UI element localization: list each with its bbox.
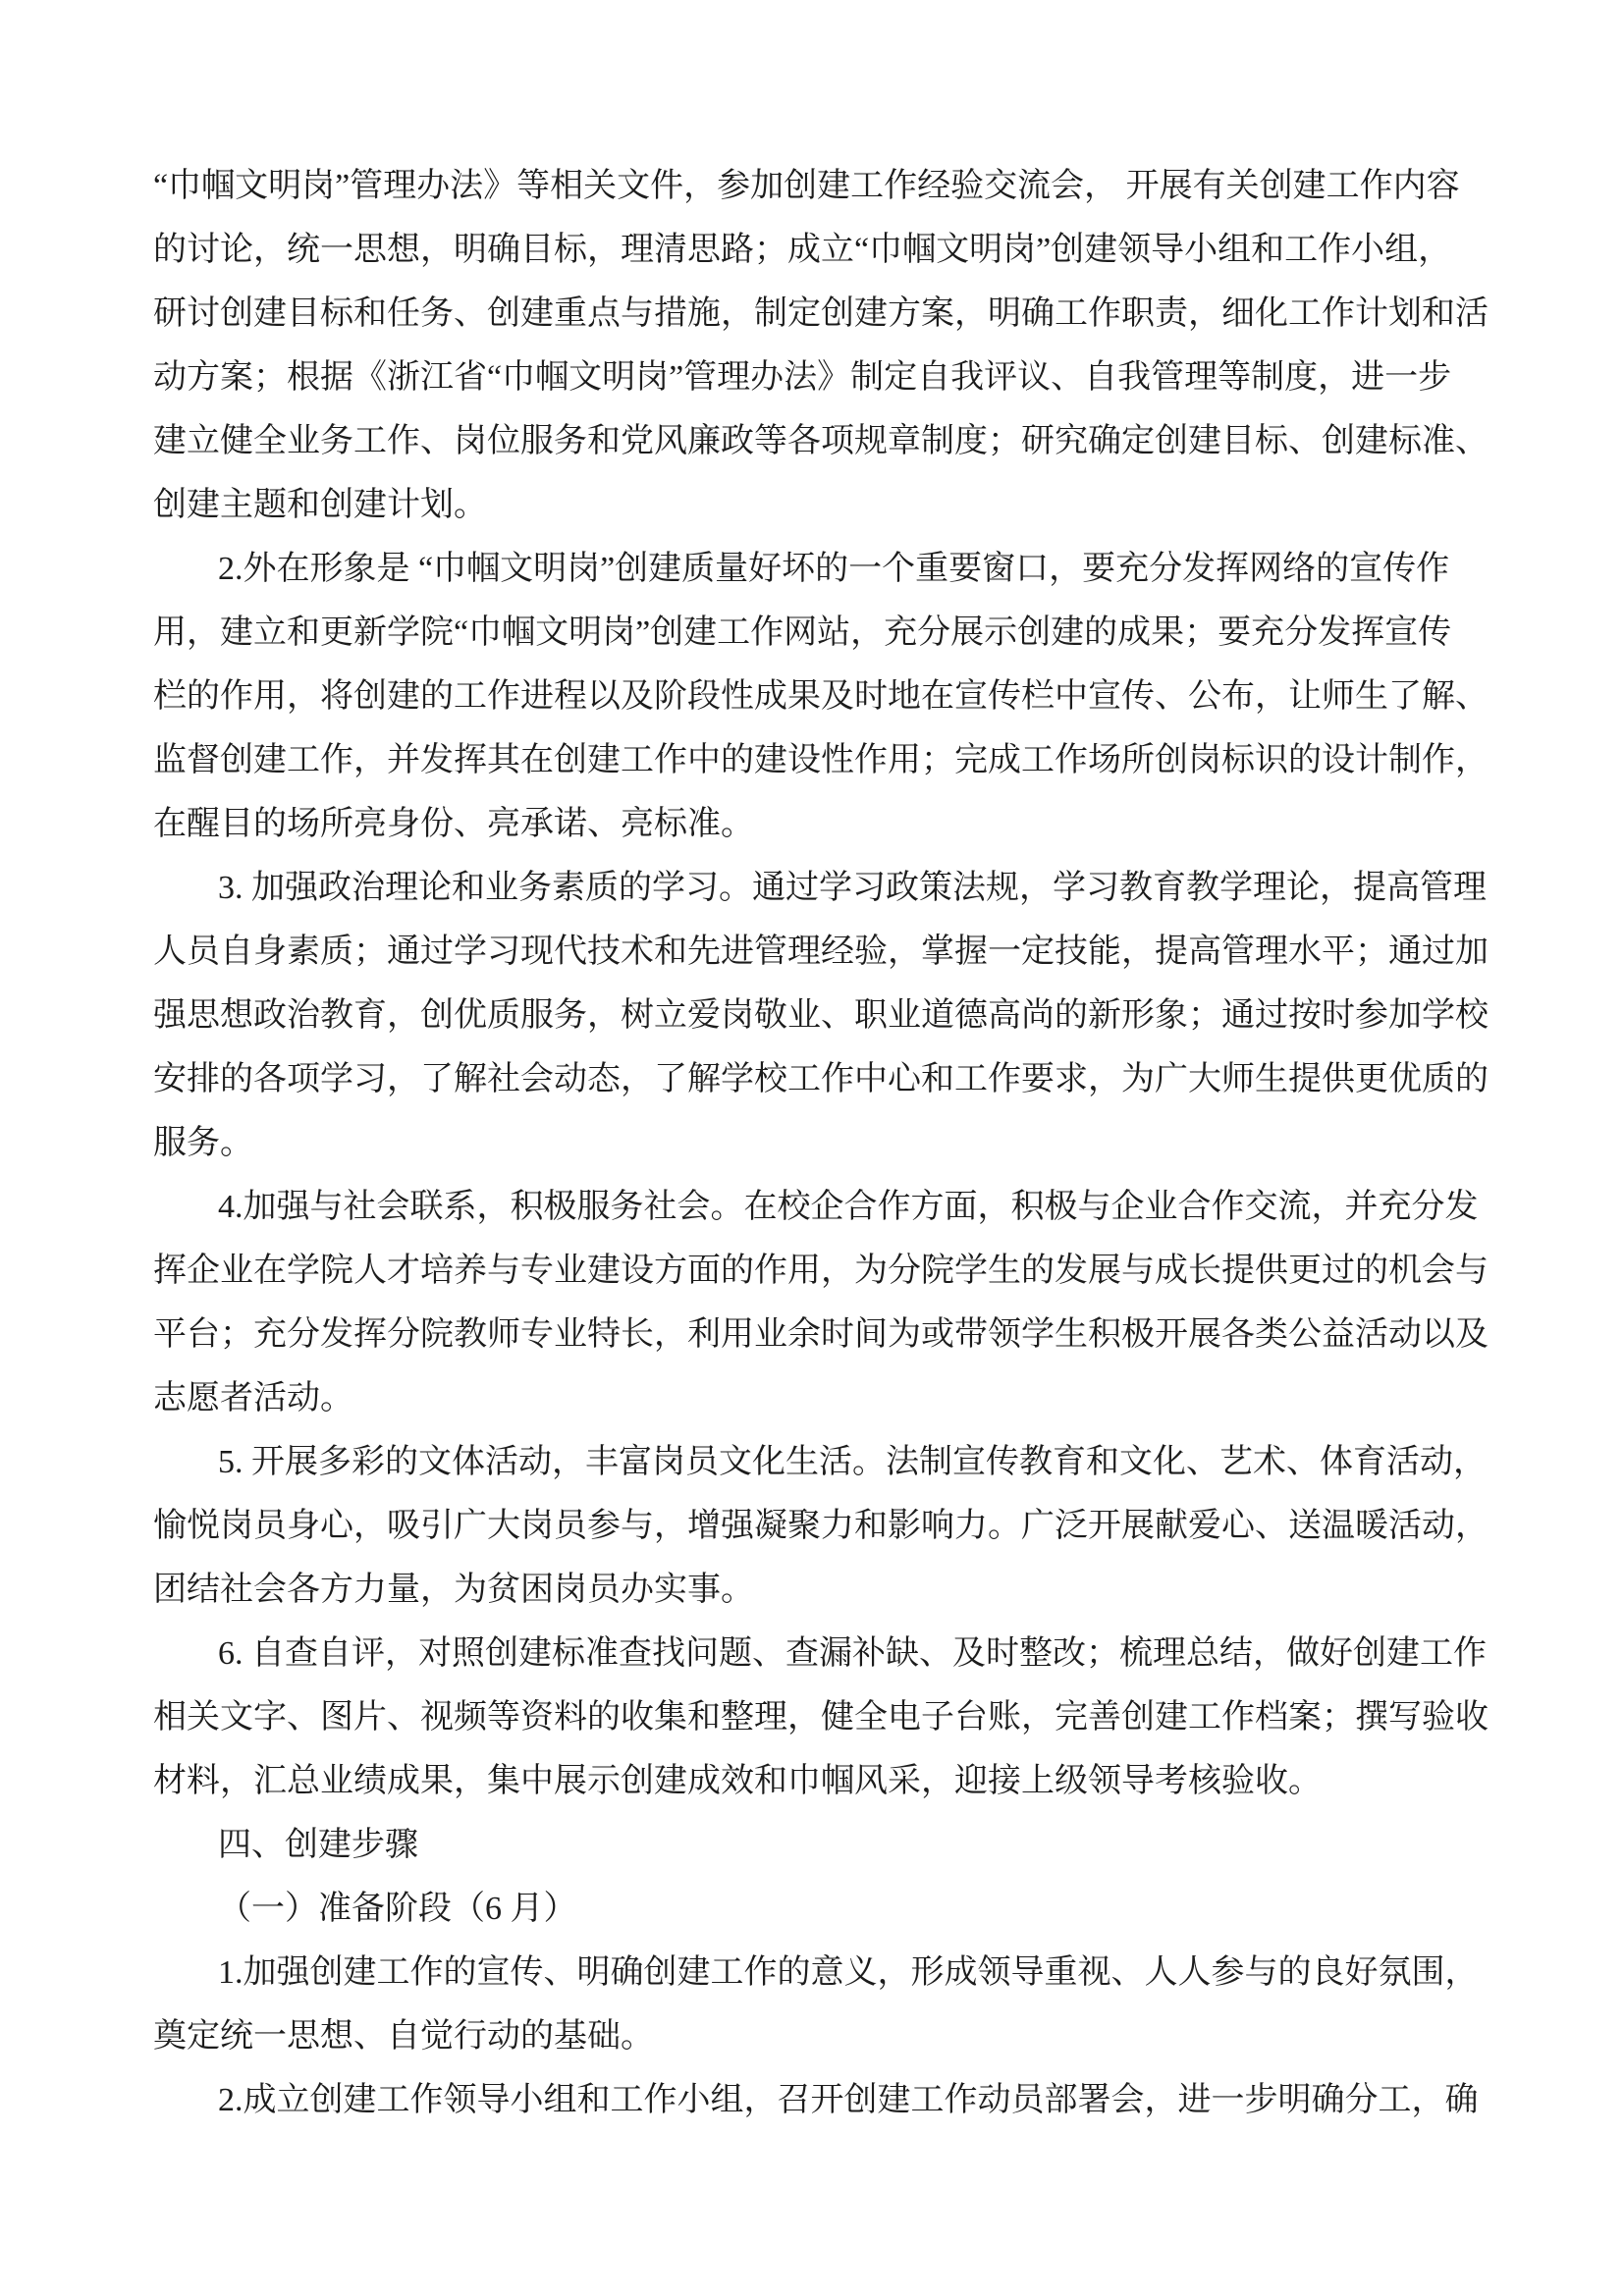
text-line: 相关文字、图片、视频等资料的收集和整理，健全电子台账，完善创建工作档案；撰写验收 [153,1699,1489,1735]
text-line: 创建主题和创建计划。 [153,487,487,523]
text-line: 2.外在形象是 “巾帼文明岗”创建质量好坏的一个重要窗口，要充分发挥网络的宣传作 [218,551,1450,587]
text-line: 1.加强创建工作的宣传、明确创建工作的意义，形成领导重视、人人参与的良好氛围， [218,1954,1479,1991]
text-line: 挥企业在学院人才培养与专业建设方面的作用，为分院学生的发展与成长提供更过的机会与 [153,1253,1489,1289]
text-line: 服务。 [153,1125,253,1161]
text-line: 材料，汇总业绩成果，集中展示创建成效和巾帼风采，迎接上级领导考核验收。 [153,1763,1322,1799]
text-line: 监督创建工作，并发挥其在创建工作中的建设性作用；完成工作场所创岗标识的设计制作， [153,742,1489,778]
text-line: 在醒目的场所亮身份、亮承诺、亮标准。 [153,806,754,842]
text-line: 6. 自查自评，对照创建标准查找问题、查漏补缺、及时整改；梳理总结，做好创建工作 [218,1635,1487,1672]
text-line: 4.加强与社会联系，积极服务社会。在校企合作方面，积极与企业合作交流，并充分发 [218,1189,1479,1225]
text-line: 动方案；根据《浙江省“巾帼文明岗”管理办法》制定自我评议、自我管理等制度，进一步 [153,359,1452,396]
text-line: （一）准备阶段（6 月） [218,1891,577,1927]
text-line: 平台；充分发挥分院教师专业特长，利用业余时间为或带领学生积极开展各类公益活动以及 [153,1316,1489,1353]
document-text-block [153,154,1489,2132]
text-line: 研讨创建目标和任务、创建重点与措施，制定创建方案，明确工作职责，细化工作计划和活 [153,295,1489,332]
text-line: 团结社会各方力量，为贫困岗员办实事。 [153,1572,754,1608]
text-line: 愉悦岗员身心，吸引广大岗员参与，增强凝聚力和影响力。广泛开展献爱心、送温暖活动， [153,1508,1489,1544]
text-line: “巾帼文明岗”管理办法》等相关文件，参加创建工作经验交流会， 开展有关创建工作内容 [153,168,1460,204]
text-line: 的讨论，统一思想，明确目标，理清思路；成立“巾帼文明岗”创建领导小组和工作小组， [153,232,1452,268]
text-line: 建立健全业务工作、岗位服务和党风廉政等各项规章制度；研究确定创建目标、创建标准、 [153,423,1489,459]
text-line: 志愿者活动。 [153,1380,353,1416]
text-line: 奠定统一思想、自觉行动的基础。 [153,2018,654,2055]
text-line: 5. 开展多彩的文体活动，丰富岗员文化生活。法制宣传教育和文化、艺术、体育活动， [218,1444,1487,1480]
text-line: 3. 加强政治理论和业务素质的学习。通过学习政策法规，学习教育教学理论，提高管理 [218,870,1487,906]
text-line: 四、创建步骤 [218,1827,418,1863]
text-line: 安排的各项学习，了解社会动态，了解学校工作中心和工作要求，为广大师生提供更优质的 [153,1061,1489,1097]
text-line: 人员自身素质；通过学习现代技术和先进管理经验，掌握一定技能，提高管理水平；通过加 [153,934,1489,970]
text-line: 栏的作用，将创建的工作进程以及阶段性成果及时地在宣传栏中宣传、公布，让师生了解、 [153,678,1489,715]
text-line: 强思想政治教育，创优质服务，树立爱岗敬业、职业道德高尚的新形象；通过按时参加学校 [153,997,1489,1034]
text-line: 用，建立和更新学院“巾帼文明岗”创建工作网站，充分展示创建的成果；要充分发挥宣传 [153,614,1452,651]
text-line: 2.成立创建工作领导小组和工作小组，召开创建工作动员部署会，进一步明确分工，确 [218,2082,1479,2118]
